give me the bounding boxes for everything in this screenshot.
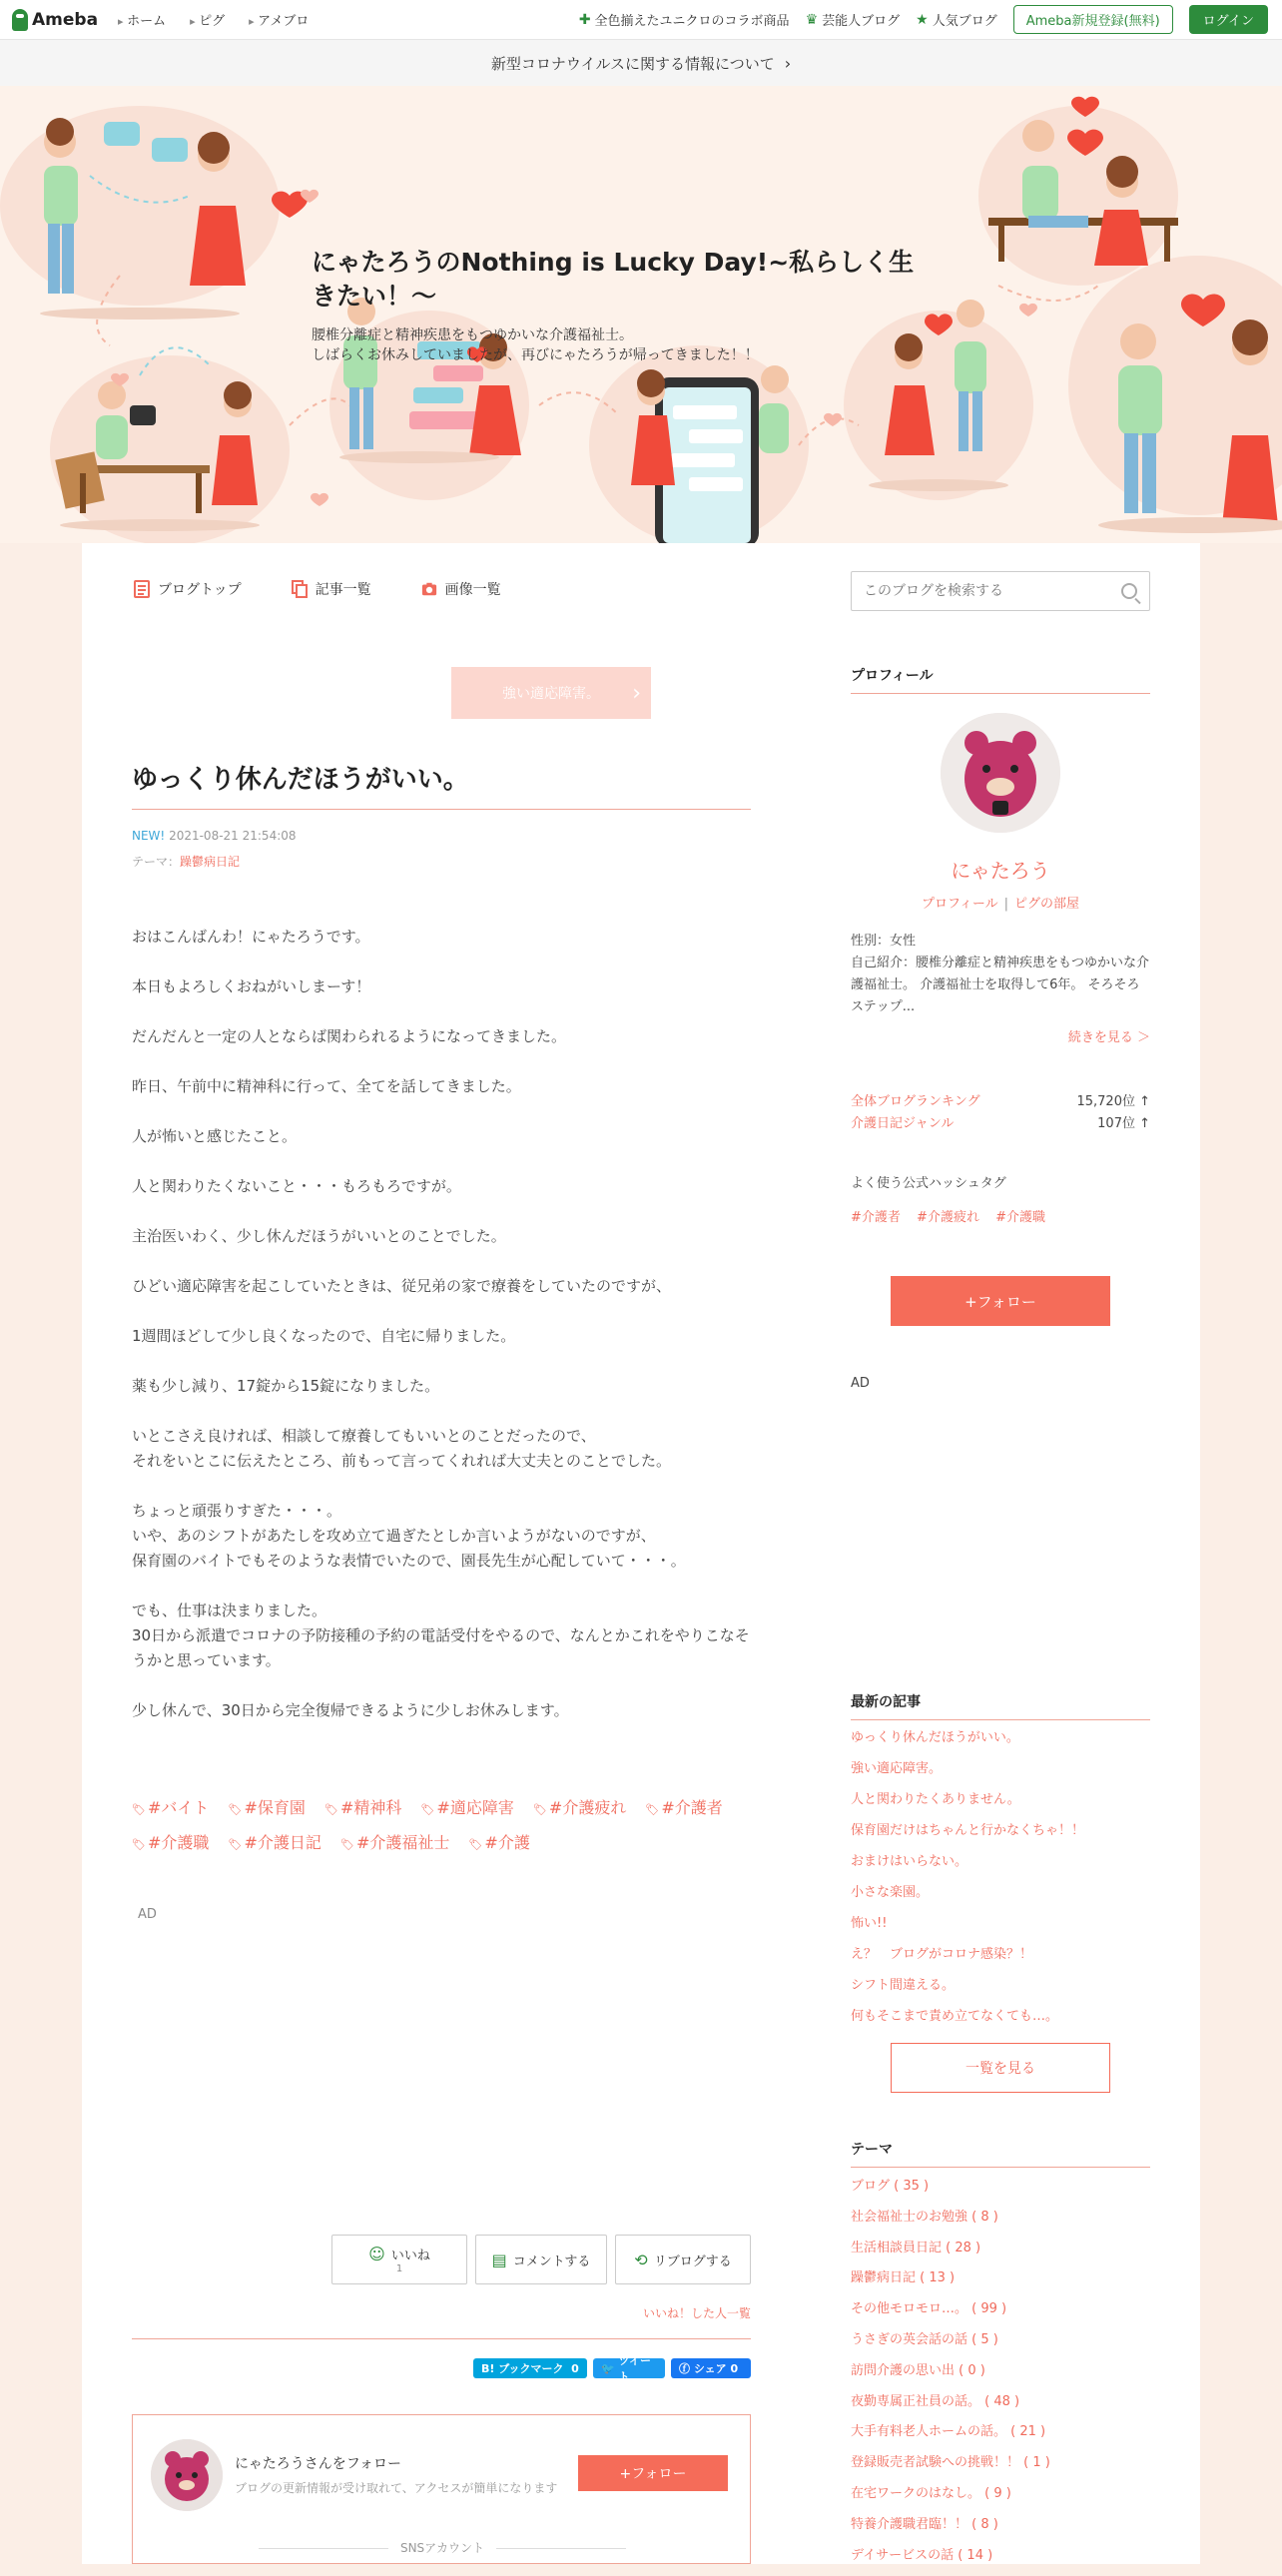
blog-top-label: ブログトップ	[158, 582, 242, 598]
fb-count: 0	[730, 2361, 739, 2375]
theme-link[interactable]: うさぎの英会話の話 ( 5 )	[851, 2331, 998, 2347]
hashtag-link[interactable]: 🏷 #介護疲れ	[533, 1798, 626, 1817]
article-paragraph: 1週間ほどして少し良くなったので、自宅に帰りました。	[132, 1327, 516, 1345]
article-paragraph: いとこさえ良ければ、相談して療養してもいいとのことだったので、 それをいとこに伝えたところ、前もって言ってくれれば大丈夫とのことでした。	[132, 1427, 672, 1470]
themes-list	[851, 2177, 1150, 2576]
hashtag-link[interactable]: 🏷 #介護者	[645, 1798, 722, 1817]
nav-pigg[interactable]: ▸ ピグ	[190, 10, 225, 29]
like-count: 1	[395, 2263, 403, 2274]
latest-article-link[interactable]: ゆっくり休んだほうがいい。	[851, 1730, 1019, 1745]
theme-link[interactable]: 生活相談員日記 ( 28 )	[851, 2240, 981, 2255]
profile-name[interactable]: にゃたろう	[951, 859, 1050, 883]
blog-header-banner[interactable]	[0, 86, 1282, 543]
theme-link[interactable]: 躁鬱病日記 ( 13 )	[851, 2270, 956, 2286]
article-list-link[interactable]	[292, 579, 371, 599]
hashtag-link[interactable]: 🏷 #介護福祉士	[340, 1833, 449, 1852]
blog-description-line-2: しばらくお休みしていましたが、再びにゃたろうが帰ってきました！！	[312, 347, 759, 363]
hatena-label: B! ブックマーク	[481, 2362, 564, 2375]
latest-article-link[interactable]: 強い適応障害。	[851, 1761, 943, 1776]
reblog-label: リブログする	[653, 2254, 732, 2269]
latest-article-link[interactable]: え？ ブログがコロナ感染？！	[851, 1947, 1033, 1962]
profile-info	[851, 931, 1150, 1018]
latest-article-link[interactable]: 小さな楽園。	[851, 1885, 930, 1900]
article-list-label: 記事一覧	[315, 582, 371, 598]
latest-article-link[interactable]: 人と関わりたくありません。	[851, 1792, 1020, 1807]
profile-intro: 自己紹介：腰椎分離症と精神疾患をもつゆかいな介護福祉士。 介護福祉士を取得して6年。 そろそろステップ...	[851, 956, 1150, 1014]
sparkle-icon: ✚	[578, 11, 591, 28]
latest-article-link[interactable]: 何もそこまで責め立てなくても…。	[851, 2009, 1059, 2024]
ad-label: AD	[138, 1907, 157, 1922]
blog-title[interactable]: にゃたろうのNothing is Lucky Day!~私らしく生きたい！〜	[312, 248, 915, 311]
facebook-icon: ⓕ	[679, 2362, 690, 2375]
sns-accounts-heading: SNSアカウント	[133, 2539, 752, 2556]
hashtag-link[interactable]: 🏷 #介護職	[132, 1833, 209, 1852]
article-paragraph: でも、仕事は決まりました。 30日から派遣でコロナの予防接種の予約の電話受付をやるので、なんとかこれをやりこなそうかと思っています。	[132, 1602, 750, 1669]
hashtag-link[interactable]: 🏷 #介護日記	[228, 1833, 320, 1852]
chevron-right-icon: ›	[784, 53, 792, 73]
covid-notice-text: 新型コロナウイルスに関する情報について	[490, 54, 775, 73]
hashtag-heading: よく使う公式ハッシュタグ	[851, 1176, 1006, 1191]
follow-box	[132, 2414, 751, 2564]
theme-link[interactable]: 大手有料老人ホームの話。 ( 21 )	[851, 2424, 1046, 2440]
nav-home[interactable]: ▸ ホーム	[118, 10, 166, 29]
blog-search-input[interactable]	[864, 583, 1121, 599]
register-button[interactable]: Ameba新規登録(無料)	[1013, 5, 1173, 34]
blog-nav	[134, 579, 501, 599]
chevron-right-icon: ›	[632, 680, 641, 706]
genre-ranking	[851, 1112, 1150, 1131]
latest-articles-heading: 最新の記事	[851, 1691, 1150, 1720]
article-paragraph: だんだんと一定の人とならば関わられるようになってきました。	[132, 1027, 567, 1045]
profile-gender: 性別：女性	[851, 934, 917, 949]
theme-link[interactable]: その他モロモロ…。 ( 99 )	[851, 2301, 1007, 2317]
article-paragraph: 人と関わりたくないこと・・・もろもろですが。	[132, 1177, 461, 1195]
theme-link[interactable]: 特養介護職君臨！！ ( 8 )	[851, 2516, 998, 2532]
latest-more-button[interactable]: 一覧を見る	[891, 2043, 1110, 2093]
article-title[interactable]: ゆっくり休んだほうがいい。	[132, 765, 469, 795]
article-paragraph: 昨日、午前中に精神科に行って、全てを話してきました。	[132, 1077, 521, 1095]
hashtag-link[interactable]: #介護疲れ	[917, 1210, 979, 1225]
article-paragraph: 薬も少し減り、17錠から15錠になりました。	[132, 1377, 440, 1395]
article-paragraph: ひどい適応障害を起こしていたときは、従兄弟の家で療養をしていたのですが、	[132, 1277, 672, 1295]
ameba-logo[interactable]	[12, 9, 98, 31]
profile-more-link[interactable]: 続きを見る ＞	[1067, 1030, 1150, 1045]
article-body	[132, 925, 761, 1748]
latest-article-link[interactable]: 保育園だけはちゃんと行かなくちゃ！！	[851, 1823, 1085, 1838]
official-hashtags	[851, 1206, 1057, 1225]
copy-icon	[292, 580, 308, 598]
blog-top-link[interactable]	[134, 579, 242, 599]
theme-link[interactable]: 夜勤専属正社員の話。 ( 48 )	[851, 2393, 1020, 2409]
follow-box-subtitle: ブログの更新情報が受け取れて、アクセスが簡単になります	[235, 2481, 558, 2495]
follow-button[interactable]: +フォロー	[578, 2455, 728, 2491]
article-paragraph: おはこんばんわ！にゃたろうです。	[132, 928, 370, 946]
hashtag-link[interactable]: 🏷 #精神科	[324, 1798, 401, 1817]
blog-search	[851, 571, 1150, 611]
global-nav	[118, 10, 309, 29]
hatena-count: 0	[571, 2361, 579, 2375]
profile-links	[851, 893, 1150, 912]
latest-articles-list	[851, 1727, 1150, 2037]
hatena-bookmark-button[interactable]	[473, 2358, 587, 2378]
search-icon[interactable]	[1121, 583, 1137, 599]
star-icon: ★	[916, 11, 929, 28]
overall-ranking-value: 15,720位 ↑	[1076, 1094, 1150, 1109]
hashtag-link[interactable]: 🏷 #保育園	[228, 1798, 305, 1817]
overall-ranking-label[interactable]: 全体ブログランキング	[851, 1094, 980, 1109]
prev-article-label: 強い適応障害。	[502, 686, 600, 702]
main-content	[82, 543, 1200, 2564]
like-label: いいね	[390, 2249, 430, 2263]
blog-description	[312, 325, 931, 365]
reblog-button[interactable]	[615, 2235, 751, 2284]
ameba-logo-text: Ameba	[32, 9, 99, 30]
global-actions	[579, 5, 1268, 34]
celeb-blog-link[interactable]	[806, 10, 901, 29]
smile-icon: ☺	[368, 2245, 385, 2263]
profile-heading: プロフィール	[851, 665, 1150, 694]
facebook-share-button[interactable]	[671, 2358, 751, 2378]
global-header	[0, 0, 1282, 40]
twitter-icon: 🐦	[601, 2361, 615, 2375]
login-button[interactable]: ログイン	[1189, 5, 1268, 34]
hashtag-link[interactable]: #介護者	[851, 1210, 901, 1225]
blog-description-line-1: 腰椎分離症と精神疾患をもつゆかいな介護福祉士。	[312, 327, 633, 343]
sidebar-ad-label: AD	[851, 1376, 870, 1391]
tweet-label: ツイート	[618, 2354, 651, 2383]
latest-article-link[interactable]: おまけはいらない。	[851, 1854, 968, 1869]
article-meta	[132, 829, 297, 843]
camera-icon	[421, 580, 437, 598]
follow-box-title: にゃたろうさんをフォロー	[235, 2456, 402, 2472]
crown-icon: ♛	[805, 11, 819, 28]
article-paragraph: 主治医いわく、少し休んだほうがいいとのことでした。	[132, 1227, 506, 1245]
bear-avatar-icon	[151, 2439, 223, 2511]
header-illustration	[0, 86, 1282, 543]
latest-article-link[interactable]: シフト間違える。	[851, 1978, 956, 1993]
hashtag-link[interactable]: 🏷 #介護	[468, 1833, 529, 1852]
title-divider	[132, 809, 751, 810]
genre-ranking-label[interactable]: 介護日記ジャンル	[851, 1116, 955, 1131]
new-badge: NEW!	[132, 829, 166, 843]
article-paragraph: ちょっと頑張りすぎた・・・。 いや、あのシフトがあたしを攻め立て過ぎたとしか言いようがないのですが、 保育園のバイトでもそのような表情でいたので、園長先生が心配していて・・・。	[132, 1502, 686, 1570]
theme-link[interactable]: 訪問介護の思い出 ( 0 )	[851, 2362, 985, 2378]
genre-ranking-value: 107位 ↑	[1097, 1116, 1150, 1131]
hashtag-link[interactable]: #介護職	[995, 1210, 1045, 1225]
theme-link[interactable]: 躁鬱病日記	[180, 855, 241, 869]
uniqlo-link[interactable]	[579, 10, 790, 29]
themes-heading: テーマ	[851, 2139, 1150, 2168]
comment-label: コメントする	[512, 2254, 591, 2269]
article-theme	[132, 853, 240, 870]
comment-icon: ▤	[491, 2250, 507, 2269]
overall-ranking	[851, 1090, 1150, 1109]
sidebar-follow-button[interactable]: +フォロー	[891, 1276, 1110, 1326]
image-list-label: 画像一覧	[444, 582, 501, 598]
theme-link[interactable]: 登録販売者試験への挑戦！！ ( 1 )	[851, 2455, 1050, 2471]
comment-button[interactable]	[475, 2235, 607, 2284]
theme-link[interactable]: デイサービスの話 ( 14 )	[851, 2547, 993, 2563]
article-paragraph: 少し休んで、30日から完全復帰できるように少しお休みします。	[132, 1701, 569, 1719]
theme-link[interactable]: ブログ ( 35 )	[851, 2179, 930, 2194]
nav-ameblo[interactable]: ▸ アメブロ	[249, 10, 309, 29]
article-paragraph: 人が怖いと感じたこと。	[132, 1127, 298, 1145]
prev-article-button[interactable]	[451, 667, 651, 719]
pigg-room-link[interactable]: ピグの部屋	[1014, 897, 1080, 912]
popular-blog-link[interactable]	[916, 10, 997, 29]
like-list-link[interactable]: いいね！した人一覧	[642, 2306, 751, 2320]
avatar[interactable]	[151, 2439, 223, 2511]
image-list-link[interactable]	[421, 579, 501, 599]
uniqlo-label: 全色揃えたユニクロのコラボ商品	[594, 14, 790, 29]
reblog-icon: ⟲	[634, 2250, 648, 2269]
article-paragraph: 本日もよろしくおねがいしまーす！	[132, 977, 371, 995]
theme-label: テーマ：	[132, 855, 181, 869]
bear-avatar-icon	[941, 713, 1060, 833]
theme-link[interactable]: 社会福祉士のお勉強 ( 8 )	[851, 2209, 998, 2225]
document-icon	[134, 580, 150, 598]
theme-link[interactable]: 在宅ワークのはなし。 ( 9 )	[851, 2485, 1011, 2501]
like-button[interactable]	[331, 2235, 467, 2284]
profile-link[interactable]: プロフィール	[921, 897, 998, 912]
ameba-logo-icon	[12, 9, 28, 31]
hashtag-link[interactable]: 🏷 #バイト	[132, 1798, 209, 1817]
article-date: 2021-08-21 21:54:08	[169, 829, 297, 843]
profile-links-separator: |	[1003, 897, 1009, 912]
celeb-blog-label: 芸能人ブログ	[822, 14, 901, 29]
hashtag-link[interactable]: 🏷 #適応障害	[420, 1798, 513, 1817]
profile-avatar[interactable]	[941, 713, 1060, 833]
share-divider	[132, 2338, 751, 2339]
popular-blog-label: 人気ブログ	[932, 14, 997, 29]
latest-article-link[interactable]: 怖い!!	[851, 1916, 888, 1931]
article-hashtags	[132, 1791, 761, 1861]
fb-label: シェア	[693, 2362, 727, 2375]
tweet-button[interactable]	[593, 2354, 665, 2383]
covid-notice-link[interactable]	[0, 40, 1282, 86]
